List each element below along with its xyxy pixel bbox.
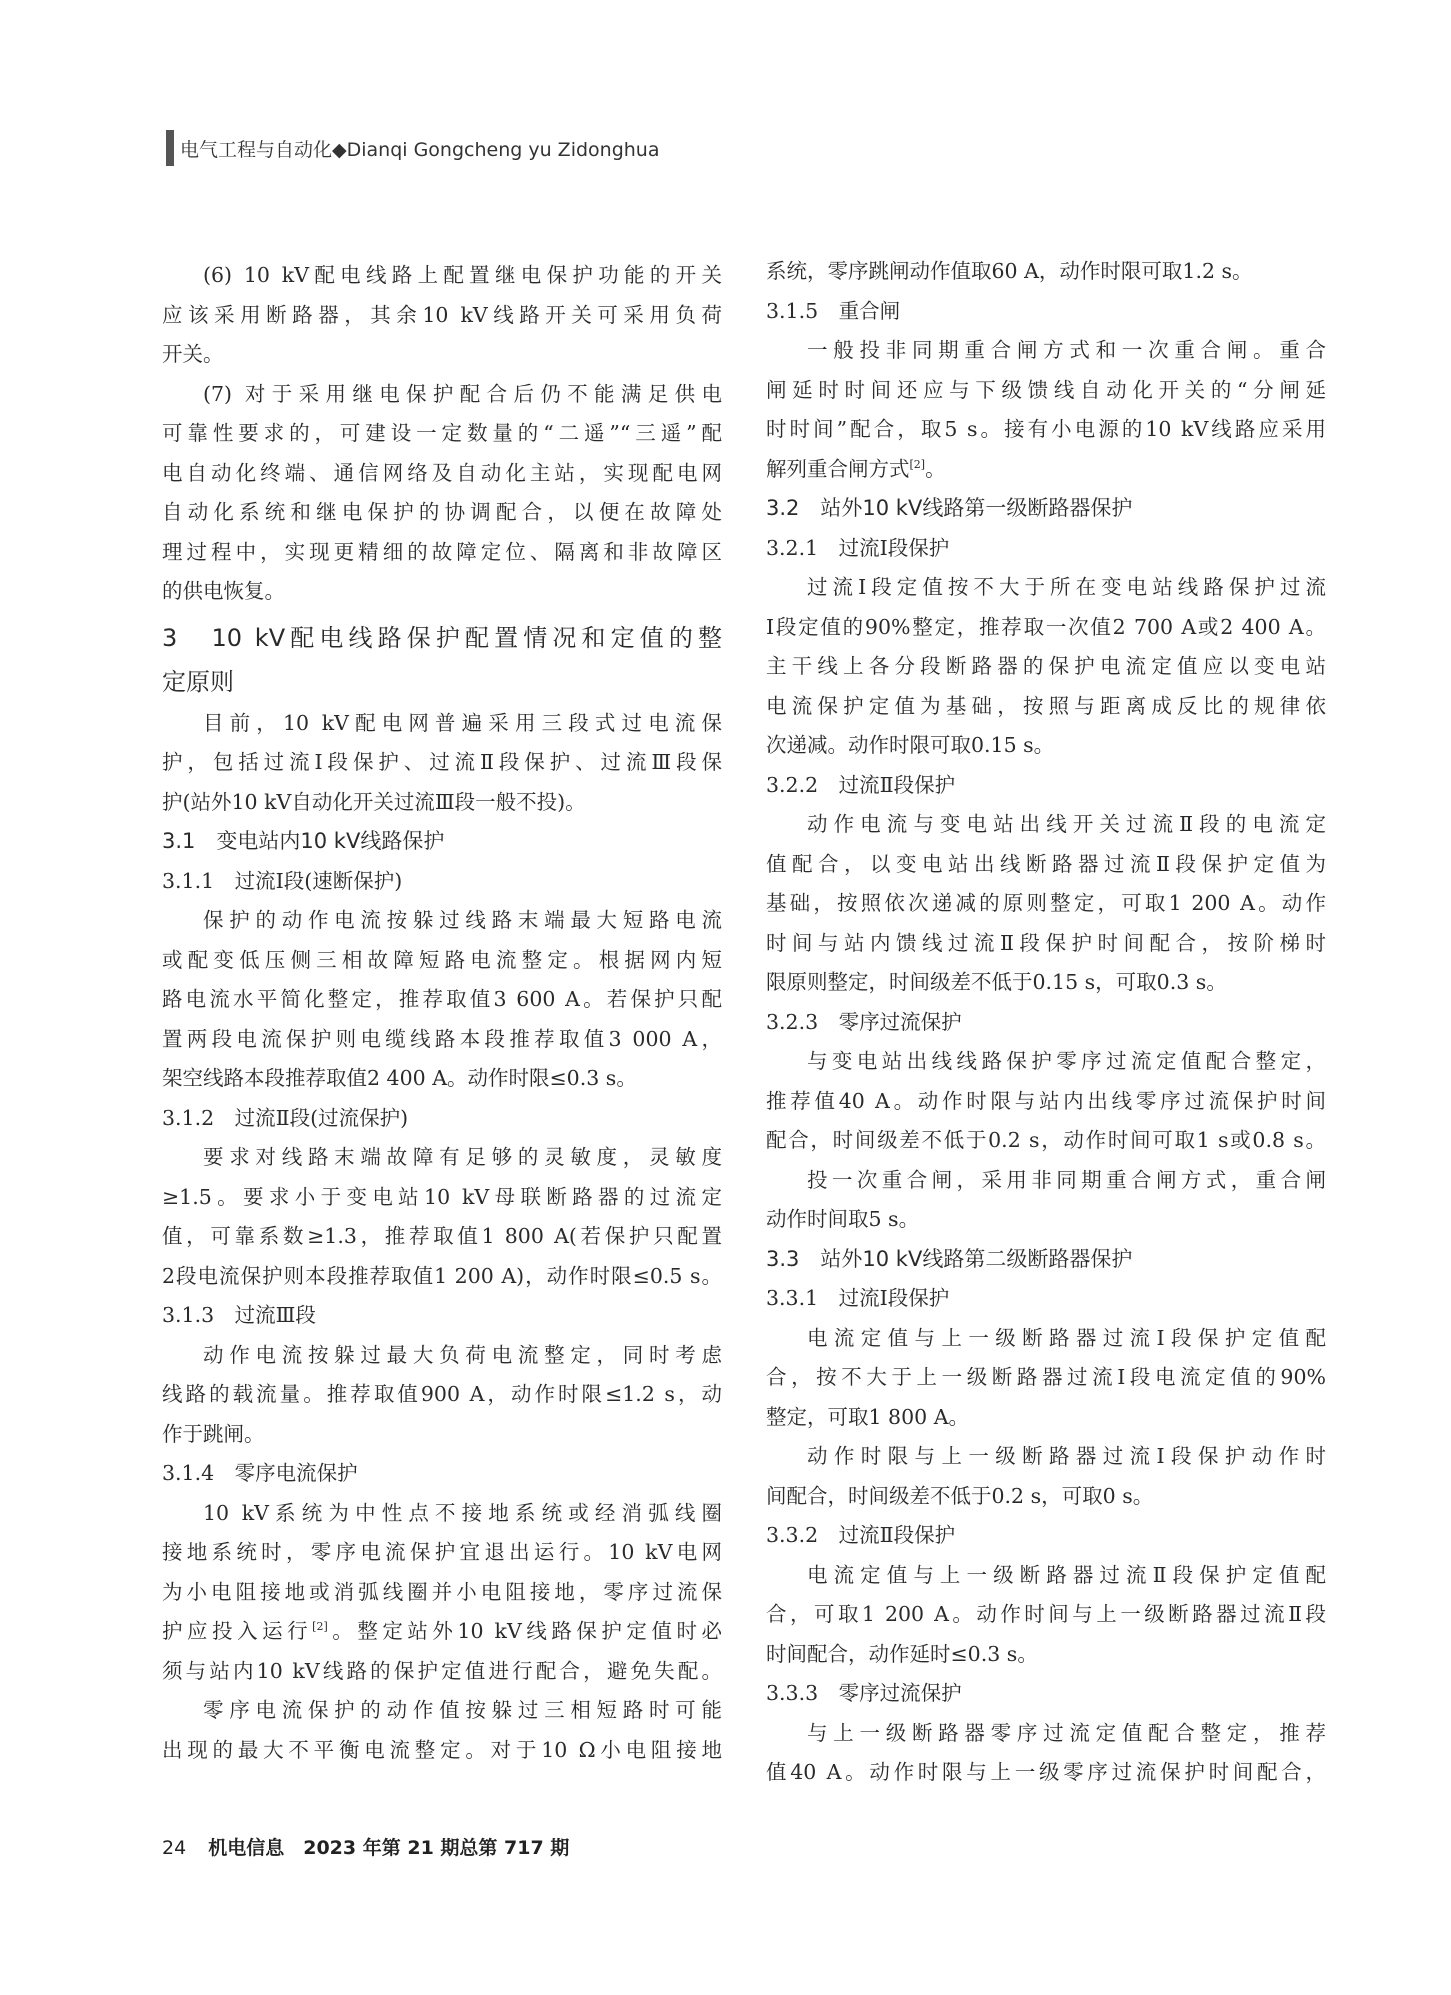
text-line: 线路的载流量。推荐取值900 A，动作时限≤1.2 s，动 (162, 1382, 722, 1406)
page-footer (162, 1833, 569, 1860)
text-line: 护，包括过流Ⅰ段保护、过流Ⅱ段保护、过流Ⅲ段保 (162, 750, 722, 774)
text-line: 目前，10 kV配电网普遍采用三段式过电流保 (203, 710, 722, 735)
header-title: 电气工程与自动化◆Dianqi Gongcheng yu Zidonghua (180, 138, 660, 161)
text-line: 值，可靠系数≥1.3，推荐取值1 800 A(若保护只配置 (162, 1224, 722, 1248)
text-line: 主干线上各分段断路器的保护电流定值应以变电站 (766, 654, 1326, 678)
text-line: 作于跳闸。 (162, 1421, 265, 1446)
text-line: 整定，可取1 800 A。 (766, 1404, 970, 1429)
text-line: 3.3.2 过流Ⅱ段保护 (766, 1523, 956, 1547)
text-line: 3.1 变电站内10 kV线路保护 (162, 829, 445, 853)
text-line: 基础，按照依次递减的原则整定，可取1 200 A。动作 (766, 891, 1326, 915)
text-line: 3.3.1 过流Ⅰ段保护 (766, 1286, 950, 1310)
text-line: 电流定值与上一级断路器过流Ⅱ段保护定值配 (807, 1562, 1326, 1587)
text-line: 限原则整定，时间级差不低于0.15 s，可取0.3 s。 (766, 970, 1227, 994)
text-line: 系统，零序跳闸动作值取60 A，动作时限可取1.2 s。 (766, 259, 1253, 283)
text-line: 3.1.5 重合闸 (766, 298, 901, 323)
text-line: 理过程中，实现更精细的故障定位、隔离和非故障区 (162, 539, 722, 564)
text-line: 为小电阻接地或消弧线圈并小电阻接地，零序过流保 (162, 1579, 722, 1604)
text-line: ≥1.5。要求小于变电站10 kV母联断路器的过流定 (162, 1184, 722, 1209)
text-line: (7) 对于采用继电保护配合后仍不能满足供电 (203, 381, 722, 406)
text-line: 3.2.3 零序过流保护 (766, 1009, 962, 1034)
text-line: 架空线路本段推荐取值2 400 A。动作时限≤0.3 s。 (162, 1066, 637, 1090)
text-line: 次递减。动作时限可取0.15 s。 (766, 733, 1055, 757)
text-line: 自动化系统和继电保护的协调配合，以便在故障处 (162, 500, 722, 524)
text-line: 要求对线路末端故障有足够的灵敏度，灵敏度 (203, 1145, 722, 1169)
text-line: 一般投非同期重合闸方式和一次重合闸。重合 (807, 338, 1326, 362)
text-line: 配合，时间级差不低于0.2 s，动作时间可取1 s或0.8 s。 (766, 1128, 1326, 1152)
text-line: 动作时限与上一级断路器过流Ⅰ段保护动作时 (807, 1444, 1326, 1468)
text-line: 合，按不大于上一级断路器过流Ⅰ段电流定值的90% (766, 1365, 1326, 1389)
text-line: 与变电站出线线路保护零序过流定值配合整定， (807, 1049, 1326, 1073)
text-line: 零序电流保护的动作值按躲过三相短路时可能 (203, 1698, 722, 1722)
text-line: 时时间”配合，取5 s。接有小电源的10 kV线路应采用 (766, 417, 1326, 441)
text-line: 解列重合闸方式[2]。 (766, 456, 946, 481)
text-line: 时间与站内馈线过流Ⅱ段保护时间配合，按阶梯时 (766, 930, 1326, 955)
text-line: 过流Ⅰ段定值按不大于所在变电站线路保护过流 (807, 575, 1326, 599)
text-line: 闸延时时间还应与下级馈线自动化开关的“分闸延 (766, 377, 1326, 402)
text-line: 保护的动作电流按躲过线路末端最大短路电流 (203, 908, 722, 932)
text-line: 电流定值与上一级断路器过流Ⅰ段保护定值配 (807, 1325, 1326, 1350)
text-line: 3.2 站外10 kV线路第一级断路器保护 (766, 496, 1133, 520)
text-line: 电流保护定值为基础，按照与距离成反比的规律依 (766, 693, 1326, 718)
page-number: 24 (162, 1837, 187, 1859)
text-line: 3.2.1 过流Ⅰ段保护 (766, 535, 950, 560)
text-line: 3 10 kV配电线路保护配置情况和定值的整 (162, 623, 722, 652)
text-line: Ⅰ段定值的90%整定，推荐取一次值2 700 A或2 400 A。 (766, 614, 1326, 639)
text-line: 合，可取1 200 A。动作时间与上一级断路器过流Ⅱ段 (766, 1602, 1326, 1626)
text-line: 或配变低压侧三相故障短路电流整定。根据网内短 (162, 947, 722, 972)
text-line: 开关。 (162, 342, 224, 366)
text-line: 3.2.2 过流Ⅱ段保护 (766, 772, 956, 797)
text-line: 应该采用断路器，其余10 kV线路开关可采用负荷 (162, 302, 722, 327)
text-line: 推荐值40 A。动作时限与站内出线零序过流保护时间 (766, 1088, 1326, 1113)
text-line: 路电流水平简化整定，推荐取值3 600 A。若保护只配 (162, 987, 722, 1011)
journal-info: 机电信息 2023 年第 21 期总第 717 期 (208, 1837, 570, 1859)
text-line: 护(站外10 kV自动化开关过流Ⅲ段一般不投)。 (162, 789, 586, 814)
text-line: 可靠性要求的，可建设一定数量的“二遥”“三遥”配 (162, 421, 722, 445)
header-bar (166, 130, 174, 166)
text-line: 值配合，以变电站出线断路器过流Ⅱ段保护定值为 (766, 851, 1326, 876)
text-line: 投一次重合闸，采用非同期重合闸方式，重合闸 (807, 1167, 1326, 1192)
text-line: 3.1.3 过流Ⅲ段 (162, 1303, 316, 1327)
text-line: 动作电流与变电站出线开关过流Ⅱ段的电流定 (807, 812, 1326, 836)
text-line: 3.1.2 过流Ⅱ段(过流保护) (162, 1105, 409, 1130)
left-column (162, 256, 722, 1770)
text-line: (6) 10 kV配电线路上配置继电保护功能的开关 (203, 263, 722, 287)
text-line: 时间配合，动作延时≤0.3 s。 (766, 1641, 1038, 1666)
text-line: 出现的最大不平衡电流整定。对于10 Ω小电阻接地 (162, 1737, 722, 1762)
text-line: 须与站内10 kV线路的保护定值进行配合，避免失配。 (162, 1658, 722, 1683)
text-line: 3.1.1 过流Ⅰ段(速断保护) (162, 868, 403, 893)
text-line: 10 kV系统为中性点不接地系统或经消弧线圈 (203, 1500, 722, 1525)
text-line: 3.3.3 零序过流保护 (766, 1681, 962, 1705)
text-line: 置两段电流保护则电缆线路本段推荐取值3 000 A， (162, 1026, 722, 1051)
right-column (766, 252, 1326, 1793)
text-line: 接地系统时，零序电流保护宜退出运行。10 kV电网 (162, 1540, 722, 1564)
text-line: 动作时间取5 s。 (766, 1207, 920, 1231)
running-header (166, 130, 660, 166)
text-line: 护应投入运行[2]。整定站外10 kV线路保护定值时必 (162, 1619, 722, 1643)
text-line: 动作电流按躲过最大负荷电流整定，同时考虑 (203, 1342, 722, 1367)
text-line: 3.3 站外10 kV线路第二级断路器保护 (766, 1246, 1133, 1271)
text-line: 间配合，时间级差不低于0.2 s，可取0 s。 (766, 1483, 1154, 1508)
text-line: 2段电流保护则本段推荐取值1 200 A)，动作时限≤0.5 s。 (162, 1263, 722, 1288)
text-line: 电自动化终端、通信网络及自动化主站，实现配电网 (162, 460, 722, 485)
text-line: 值40 A。动作时限与上一级零序过流保护时间配合， (766, 1760, 1326, 1784)
text-line: 的供电恢复。 (162, 579, 285, 603)
text-line: 定原则 (162, 667, 234, 696)
text-line: 3.1.4 零序电流保护 (162, 1461, 358, 1485)
text-line: 与上一级断路器零序过流定值配合整定，推荐 (807, 1720, 1326, 1745)
